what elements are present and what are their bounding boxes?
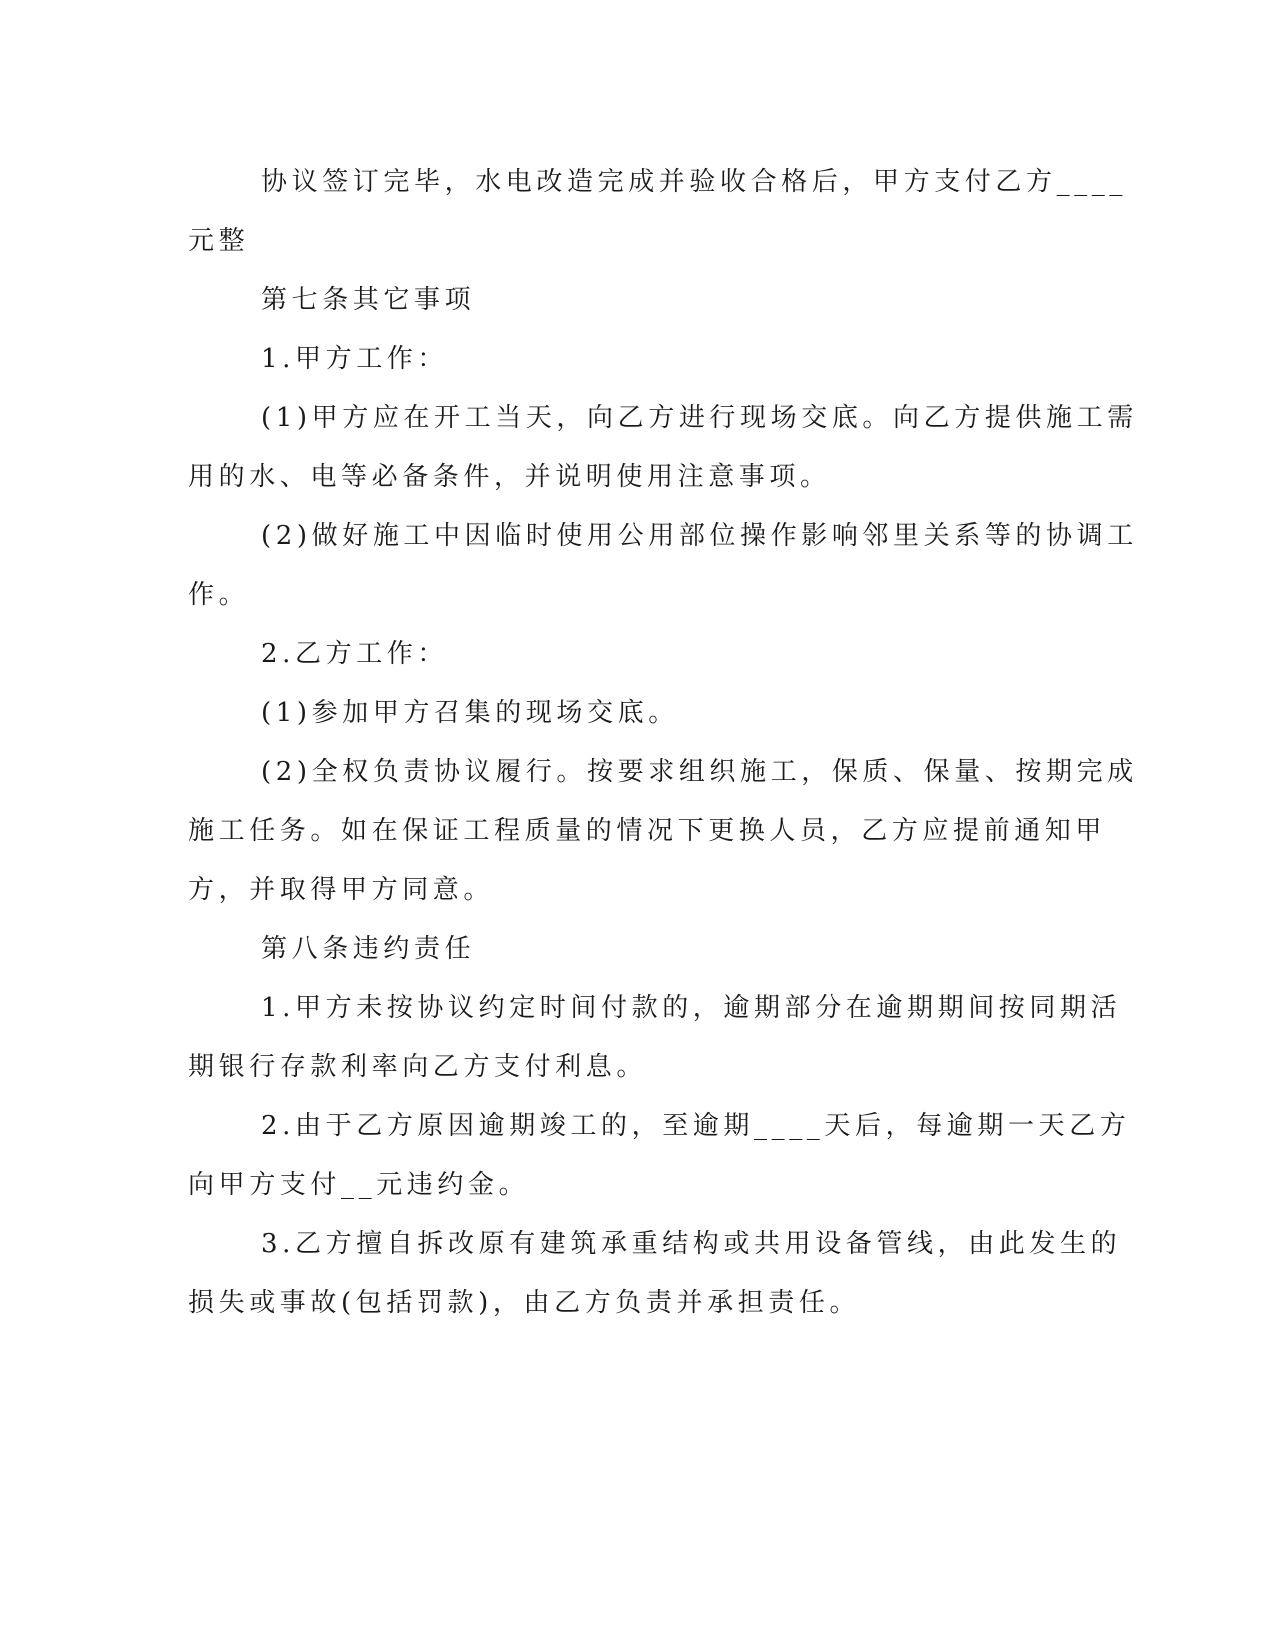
paragraph-line: 期银行存款利率向乙方支付利息。 — [188, 1052, 648, 1082]
paragraph-line: 协议签订完毕，水电改造完成并验收合格后，甲方支付乙方____ — [261, 167, 1128, 197]
paragraph-line: 用的水、电等必备条件，并说明使用注意事项。 — [188, 462, 831, 492]
paragraph-line: 损失或事故(包括罚款)，由乙方负责并承担责任。 — [188, 1288, 861, 1318]
paragraph-line: (1)甲方应在开工当天，向乙方进行现场交底。向乙方提供施工需 — [261, 403, 1138, 433]
paragraph-line: 1.甲方未按协议约定时间付款的，逾期部分在逾期期间按同期活 — [261, 993, 1122, 1023]
paragraph-line: 3.乙方擅自拆改原有建筑承重结构或共用设备管线，由此发生的 — [261, 1229, 1122, 1259]
section-heading: 第七条其它事项 — [261, 285, 476, 315]
paragraph-line: 施工任务。如在保证工程质量的情况下更换人员，乙方应提前通知甲 — [188, 816, 1107, 846]
subsection-heading: 1.甲方工作： — [261, 344, 449, 374]
subsection-heading: 2.乙方工作： — [261, 639, 449, 669]
section-heading: 第八条违约责任 — [261, 934, 476, 964]
paragraph-line: 向甲方支付__元违约金。 — [188, 1170, 530, 1200]
paragraph-line: 作。 — [188, 580, 250, 610]
paragraph-line: (1)参加甲方召集的现场交底。 — [261, 698, 679, 728]
paragraph-line: 2.由于乙方原因逾期竣工的，至逾期____天后，每逾期一天乙方 — [261, 1111, 1131, 1141]
paragraph-line: (2)做好施工中因临时使用公用部位操作影响邻里关系等的协调工 — [261, 521, 1138, 551]
paragraph-line: 方，并取得甲方同意。 — [188, 875, 495, 905]
paragraph-line: (2)全权负责协议履行。按要求组织施工，保质、保量、按期完成 — [261, 757, 1138, 787]
paragraph-line: 元整 — [188, 226, 250, 256]
